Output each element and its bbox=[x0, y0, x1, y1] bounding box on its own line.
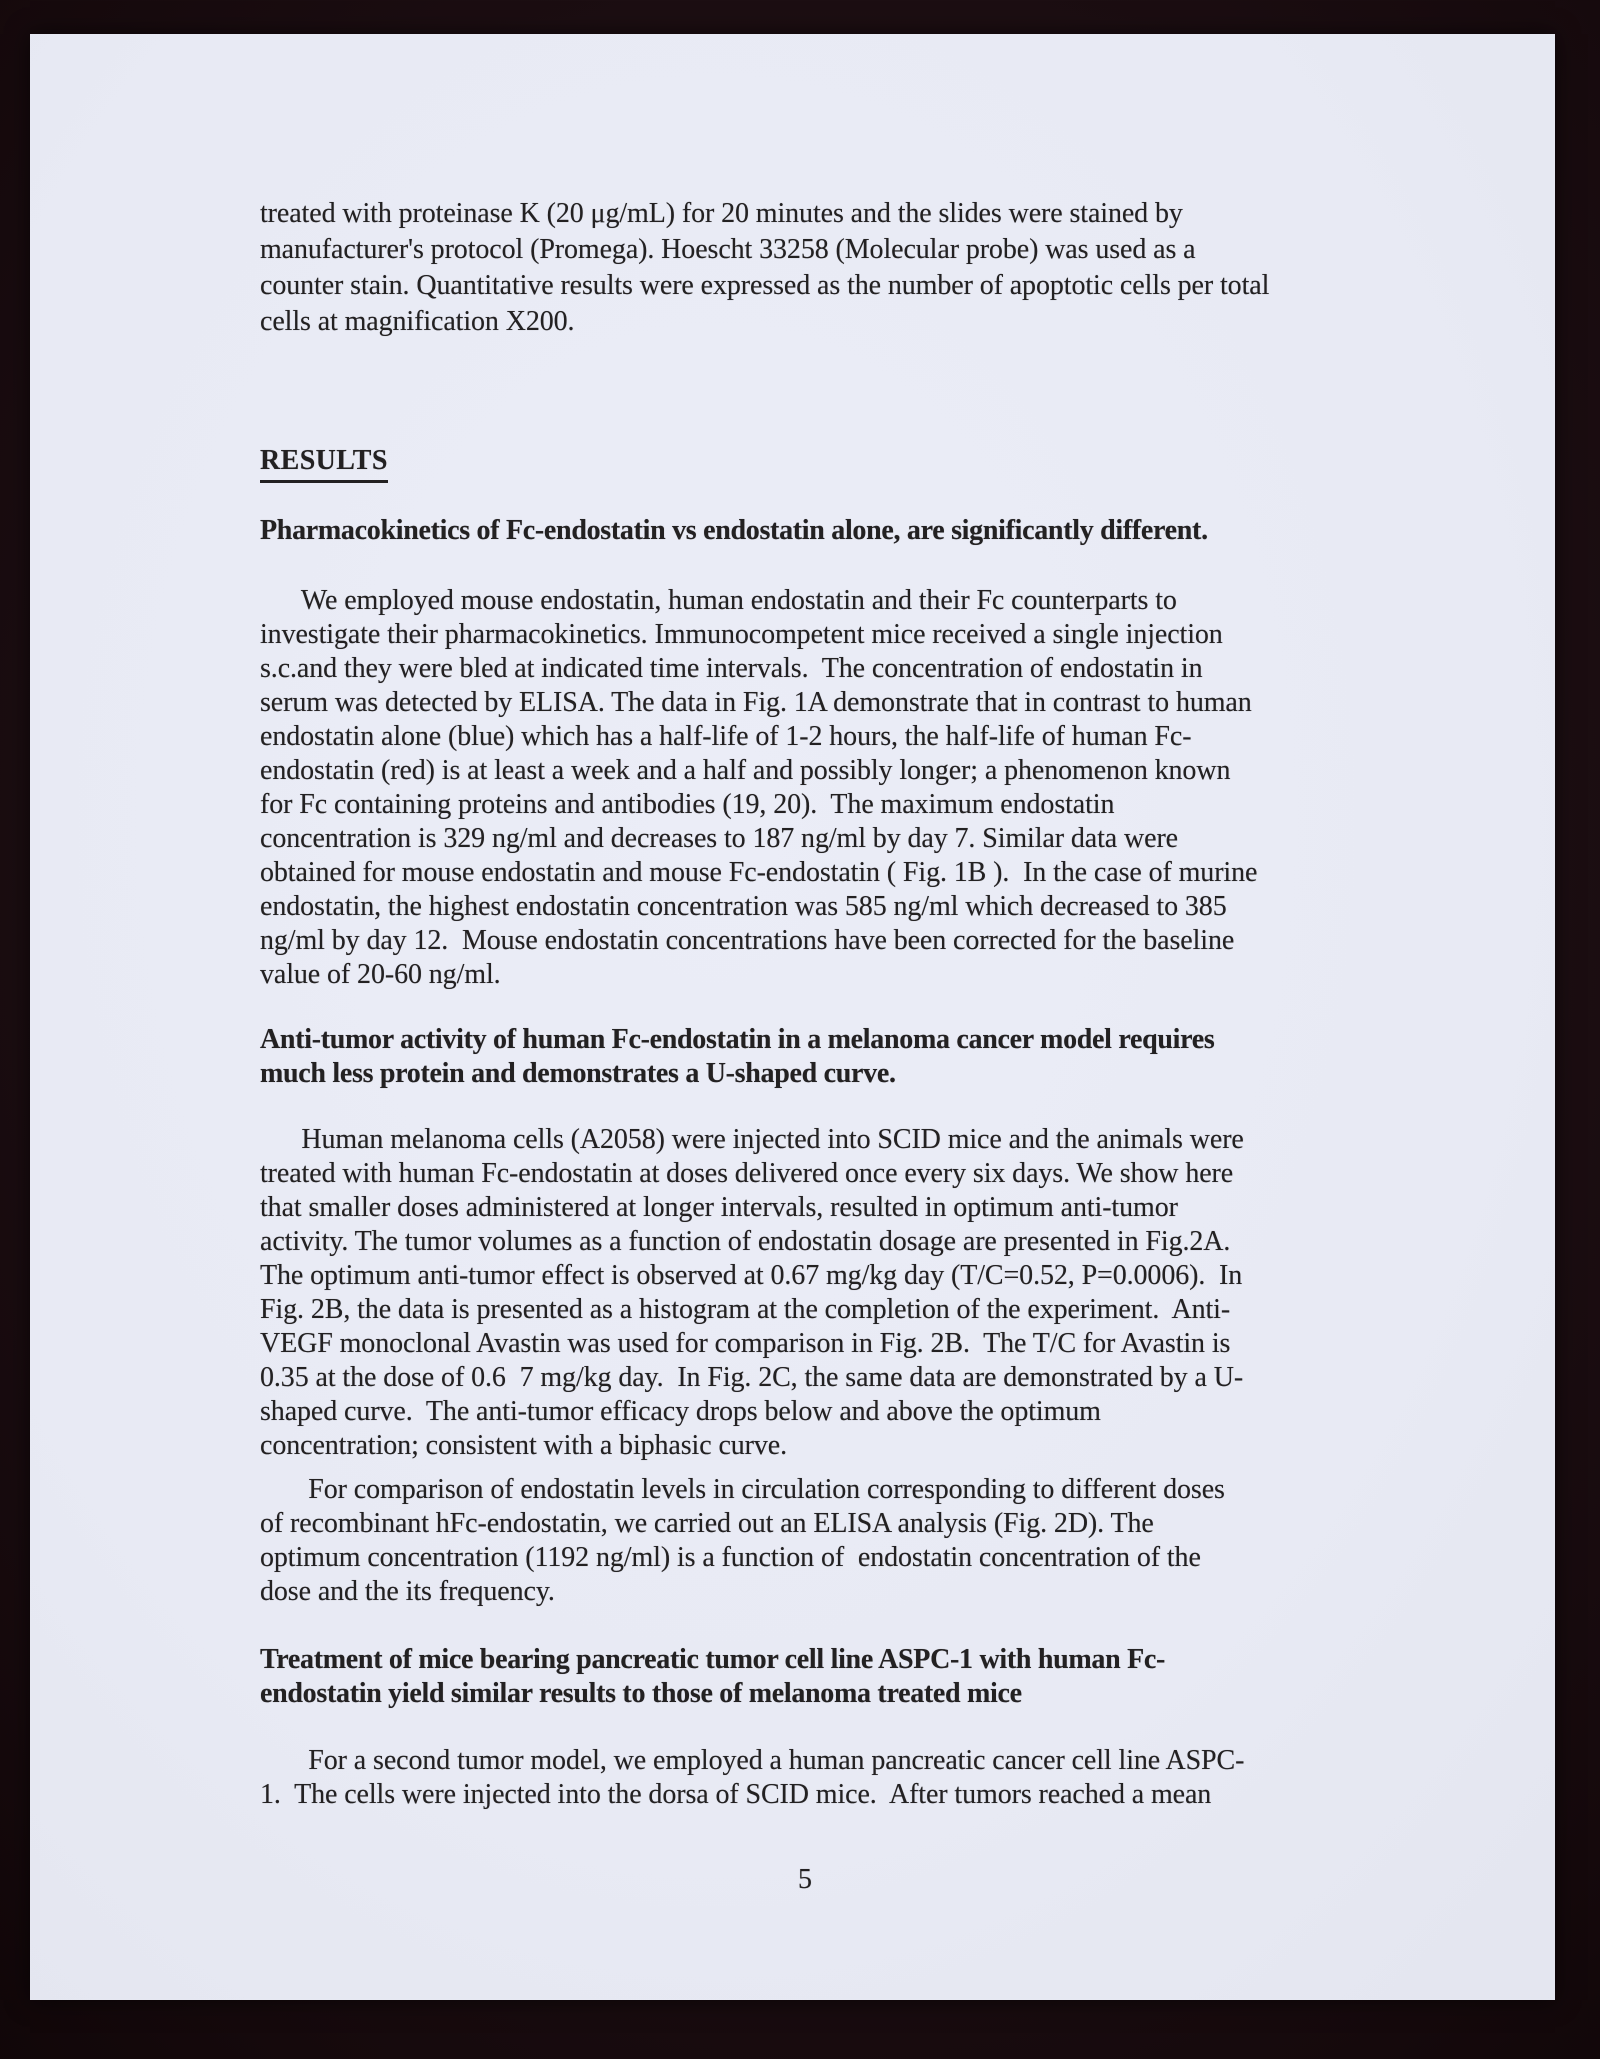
melanoma-heading bbox=[260, 1023, 1400, 1091]
text-line: endostatin yield similar results to those of melanoma treated mice bbox=[260, 1678, 1022, 1709]
text-line: treated with proteinase K (20 μg/mL) for 20 minutes and the slides were stained by bbox=[260, 198, 1183, 229]
text-line: concentration is 329 ng/ml and decreases to 187 ng/ml by day 7. Similar data were bbox=[260, 823, 1178, 854]
results-heading-text: RESULTS bbox=[260, 444, 388, 483]
text-line: shaped curve. The anti-tumor efficacy drops below and above the optimum bbox=[260, 1396, 1101, 1427]
text-line: much less protein and demonstrates a U-shaped curve. bbox=[260, 1058, 896, 1089]
text-line: concentration; consistent with a biphasic curve. bbox=[260, 1430, 788, 1461]
text-line: VEGF monoclonal Avastin was used for comparison in Fig. 2B. The T/C for Avastin is bbox=[260, 1328, 1231, 1359]
pancreatic-paragraph bbox=[260, 1744, 1400, 1812]
text-line: s.c.and they were bled at indicated time intervals. The concentration of endostatin in bbox=[260, 653, 1203, 684]
text-line: obtained for mouse endostatin and mouse Fc-endostatin ( Fig. 1B ). In the case of murine bbox=[260, 857, 1258, 888]
text-line: value of 20-60 ng/ml. bbox=[260, 959, 501, 990]
text-line: for Fc containing proteins and antibodies (19, 20). The maximum endostatin bbox=[260, 789, 1115, 820]
text-line: For comparison of endostatin levels in circulation corresponding to different doses bbox=[260, 1474, 1225, 1505]
pharmacokinetics-paragraph bbox=[260, 584, 1400, 992]
results-section-heading bbox=[260, 444, 1400, 483]
text-line: serum was detected by ELISA. The data in Fig. 1A demonstrate that in contrast to human bbox=[260, 687, 1252, 718]
text-line: 0.35 at the dose of 0.6 7 mg/kg day. In Fig. 2C, the same data are demonstrated by a U- bbox=[260, 1362, 1244, 1393]
text-line: investigate their pharmacokinetics. Immunocompetent mice received a single injection bbox=[260, 619, 1223, 650]
text-line: activity. The tumor volumes as a function of endostatin dosage are presented in Fig.2A. bbox=[260, 1226, 1231, 1257]
text-line: cells at magnification X200. bbox=[260, 306, 575, 337]
text-line: Treatment of mice bearing pancreatic tumor cell line ASPC-1 with human Fc- bbox=[260, 1644, 1166, 1675]
pancreatic-heading bbox=[260, 1643, 1400, 1711]
text-line: Human melanoma cells (A2058) were injected into SCID mice and the animals were bbox=[260, 1124, 1244, 1155]
document-page bbox=[30, 34, 1555, 2000]
text-line: counter stain. Quantitative results were expressed as the number of apoptotic cells per total bbox=[260, 270, 1270, 301]
text-line: manufacturer's protocol (Promega). Hoescht 33258 (Molecular probe) was used as a bbox=[260, 234, 1196, 265]
text-line: ng/ml by day 12. Mouse endostatin concentrations have been corrected for the baseline bbox=[260, 925, 1235, 956]
text-line: The optimum anti-tumor effect is observed at 0.67 mg/kg day (T/C=0.52, P=0.0006). In bbox=[260, 1260, 1243, 1291]
pharmacokinetics-heading bbox=[260, 514, 1400, 548]
text-line: endostatin alone (blue) which has a half-life of 1-2 hours, the half-life of human Fc- bbox=[260, 721, 1192, 752]
text-line: endostatin, the highest endostatin concentration was 585 ng/ml which decreased to 385 bbox=[260, 891, 1227, 922]
text-line: Fig. 2B, the data is presented as a histogram at the completion of the experiment. Anti- bbox=[260, 1294, 1231, 1325]
paragraph-methods-continued bbox=[260, 196, 1400, 340]
page-number: 5 bbox=[798, 1864, 812, 1895]
text-line: of recombinant hFc-endostatin, we carried out an ELISA analysis (Fig. 2D). The bbox=[260, 1508, 1154, 1539]
text-line: that smaller doses administered at longer intervals, resulted in optimum anti-tumor bbox=[260, 1192, 1178, 1223]
text-line: Anti-tumor activity of human Fc-endostatin in a melanoma cancer model requires bbox=[260, 1024, 1215, 1055]
text-line: dose and the its frequency. bbox=[260, 1576, 555, 1607]
melanoma-paragraph-2 bbox=[260, 1473, 1400, 1609]
melanoma-paragraph-1 bbox=[260, 1123, 1400, 1463]
text-line: endostatin (red) is at least a week and a half and possibly longer; a phenomenon known bbox=[260, 755, 1231, 786]
text-line: For a second tumor model, we employed a human pancreatic cancer cell line ASPC- bbox=[260, 1745, 1245, 1776]
text-line: 1. The cells were injected into the dorsa of SCID mice. After tumors reached a mean bbox=[260, 1779, 1212, 1810]
text-line: optimum concentration (1192 ng/ml) is a function of endostatin concentration of the bbox=[260, 1542, 1201, 1573]
text-line: We employed mouse endostatin, human endostatin and their Fc counterparts to bbox=[260, 585, 1177, 616]
text-line: treated with human Fc-endostatin at doses delivered once every six days. We show here bbox=[260, 1158, 1234, 1189]
text-line: Pharmacokinetics of Fc-endostatin vs endostatin alone, are significantly different. bbox=[260, 515, 1208, 546]
